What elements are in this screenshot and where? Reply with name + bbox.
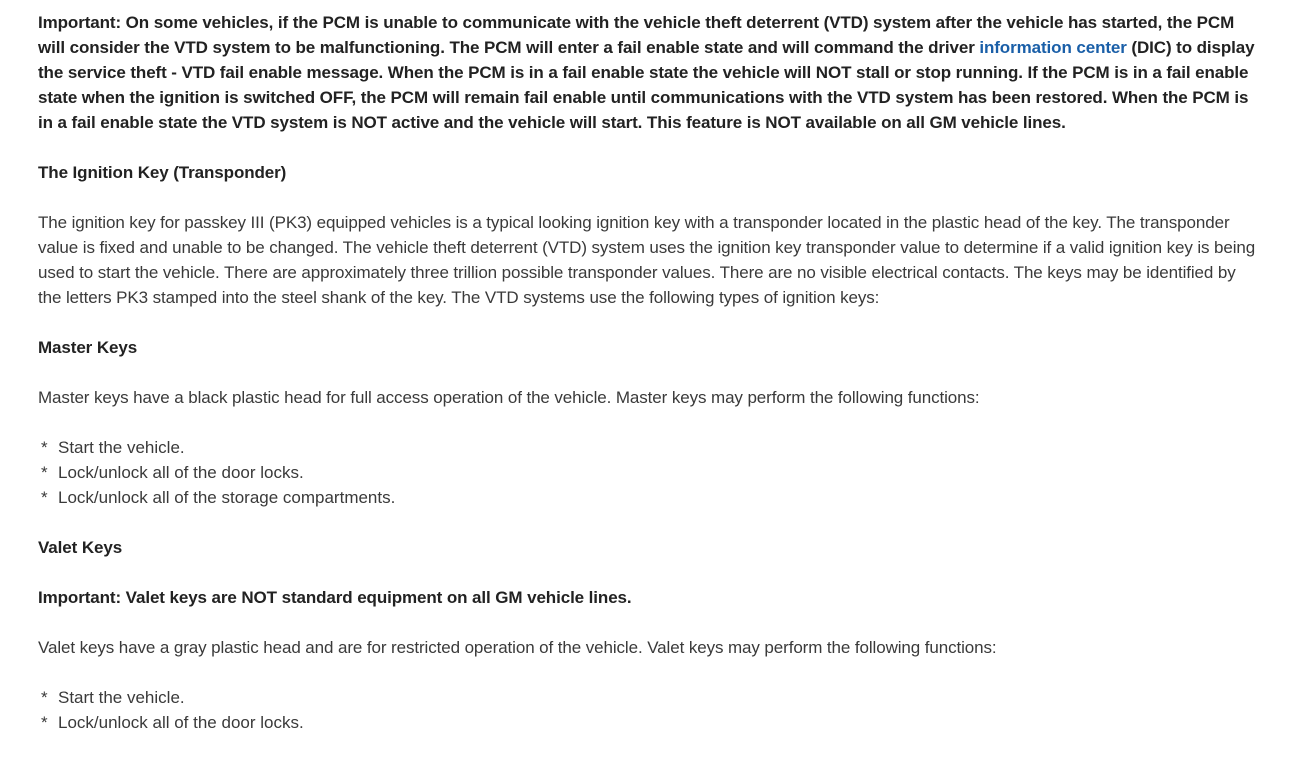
master-keys-body: Master keys have a black plastic head for full access operation of the vehicle. Master keys may perform the following functions: [38,388,980,407]
list-item-text: Start the vehicle. [58,688,185,707]
valet-keys-important-note: Important: Valet keys are NOT standard equipment on all GM vehicle lines. [38,588,632,607]
list-item-text: Lock/unlock all of the door locks. [58,713,304,732]
valet-keys-functions-list [38,685,1263,735]
list-item [38,435,1263,460]
information-center-link[interactable]: information center [979,38,1127,57]
ignition-key-body: The ignition key for passkey III (PK3) equipped vehicles is a typical looking ignition key with a transponder located in the plastic head of the key. The transponder value is fixed and unable to be changed. The vehicle theft deterrent (VTD) system uses the ignition key transponder value to determine if a valid ignition key is being used to start the vehicle. There are approximately three trillion possible transponder values. There are no visible electrical contacts. The keys may be identified by the letters PK3 stamped into the steel shank of the key. The VTD systems use the following types of ignition keys: [38,213,1256,307]
valet-keys-heading: Valet Keys [38,538,123,557]
important-note [38,10,1263,135]
bullet-star: * [41,688,48,707]
list-item [38,485,1263,510]
important-note-text-1: Important: On some vehicles, if the PCM is unable to communicate with the vehicle theft deterrent (VTD) system after the vehicle has started, the PCM will consider the VTD system to be malfunctioning. The PCM will enter a fail enable state and will command the driver [38,13,1235,57]
bullet-star: * [41,463,48,482]
master-keys-functions-list [38,435,1263,510]
valet-keys-body: Valet keys have a gray plastic head and are for restricted operation of the vehicle. Valet keys may perform the following functions: [38,638,997,657]
list-item-text: Start the vehicle. [58,438,185,457]
master-keys-heading: Master Keys [38,338,138,357]
bullet-star: * [41,488,48,507]
bullet-star: * [41,713,48,732]
list-item [38,710,1263,735]
important-note-text-2: (DIC) to display the service theft - VTD fail enable message. When the PCM is in a fail enable state the vehicle will NOT stall or stop running. If the PCM is in a fail enable state when the ignition is switched OFF, the PCM will remain fail enable until communications with the VTD system has been restored. When the PCM is in a fail enable state the VTD system is NOT active and the vehicle will start. This feature is NOT available on all GM vehicle lines. [38,38,1255,132]
list-item-text: Lock/unlock all of the door locks. [58,463,304,482]
document-content [38,10,1263,760]
list-item-text: Lock/unlock all of the storage compartments. [58,488,396,507]
list-item [38,685,1263,710]
bullet-star: * [41,438,48,457]
ignition-key-heading: The Ignition Key (Transponder) [38,163,287,182]
list-item [38,460,1263,485]
